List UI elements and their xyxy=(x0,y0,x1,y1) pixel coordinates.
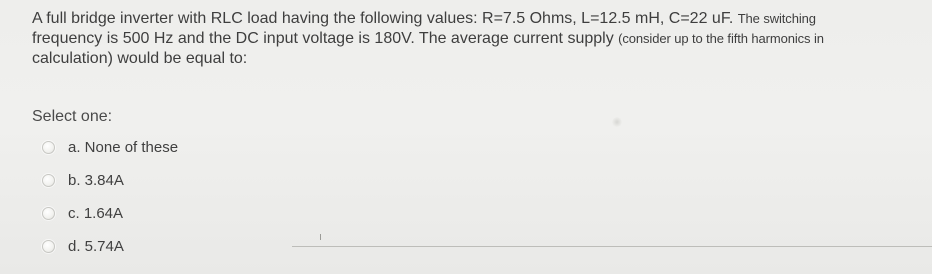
answer-label-b: b. 3.84A xyxy=(68,172,124,189)
answer-label-a: a. None of these xyxy=(68,139,179,156)
radio-button-d[interactable] xyxy=(42,240,55,253)
radio-button-b[interactable] xyxy=(42,174,55,187)
answer-option-d[interactable] xyxy=(42,230,178,263)
radio-button-c[interactable] xyxy=(42,207,55,220)
cursor-mark xyxy=(320,234,321,240)
question-line-2-main: frequency is 500 Hz and the DC input voltage is 180V. The average current supply xyxy=(32,30,619,47)
question-line-3: calculation) would be equal to: xyxy=(32,50,248,67)
question-text xyxy=(32,9,912,69)
question-line-1-main: A full bridge inverter with RLC load having the following values: R=7.5 Ohms, L=12.5 mH, C=22 uF. xyxy=(32,10,738,27)
select-one-prompt: Select one: xyxy=(32,108,113,125)
answer-option-a[interactable] xyxy=(42,131,178,164)
answer-option-b[interactable] xyxy=(42,164,178,197)
radio-button-a[interactable] xyxy=(42,141,55,154)
answer-label-c: c. 1.64A xyxy=(68,205,124,222)
question-line-2 xyxy=(32,29,912,49)
question-line-1-small: The switching xyxy=(737,11,816,26)
answer-list xyxy=(42,131,178,263)
answer-option-c[interactable] xyxy=(42,197,178,230)
screen-smudge xyxy=(612,117,622,127)
question-line-1 xyxy=(32,9,912,29)
question-line-2-small: (consider up to the fifth harmonics in xyxy=(618,31,824,46)
section-divider xyxy=(292,246,932,247)
answer-label-d: d. 5.74A xyxy=(68,238,124,255)
